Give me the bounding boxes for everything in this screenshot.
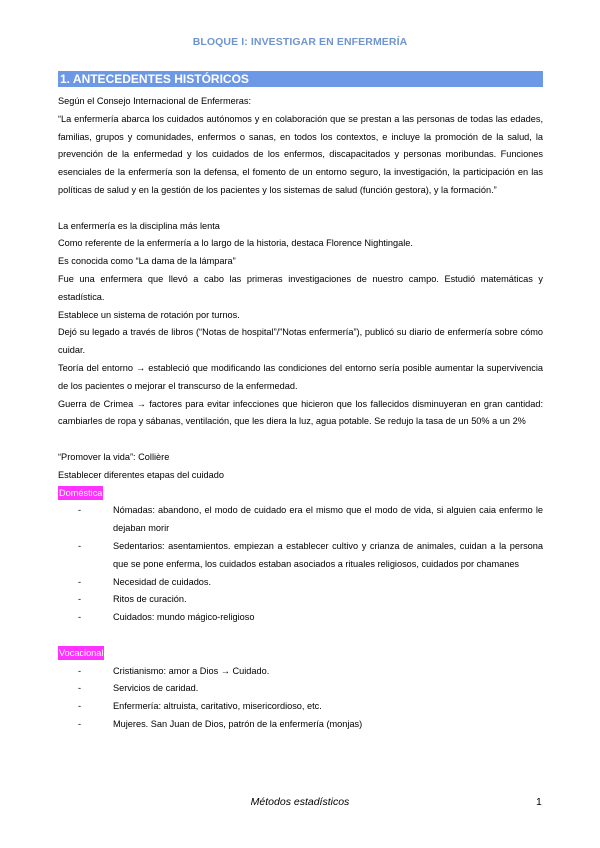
paragraph-line: Fue una enfermera que llevó a cabo las primeras investigaciones de nuestro campo. Estudió matemáticas y estadística. [58,273,543,302]
paragraph-line: Como referente de la enfermería a lo largo de la historia, destaca Florence Nightingale. [58,238,413,249]
list-item: - Sedentarios: asentamientos. empiezan a establecer cultivo y crianza de animales, cuidan a la persona que se pone enferma, los cuidados estaban asociados a rituales religiosos, cuidados por chamanes [58,538,543,574]
list-item: - Necesidad de cuidados. [58,574,543,592]
list-item: - Cuidados: mundo mágico-religioso [58,609,543,627]
list-item: - Cristianismo: amor a Dios → Cuidado. [58,663,543,681]
footer-title: Métodos estadísticos [250,796,350,808]
paragraph-line: La enfermería es la disciplina más lenta [58,220,220,231]
spacer [58,200,543,218]
page-number: 1 [536,796,542,808]
definition-quote: “La enfermería abarca los cuidados autónomos y en colaboración que se prestan a las personas de todas las edades, familias, grupos y comunidades, enfermos o sanas, en todos los contextos, e incluye la promoción de la salud, la prevención de la enfermedad y los cuidados de los enfermos, discapacitados y personas moribundas. Funciones esenciales de la enfermería son la defensa, el fomento de un entorno seguro, la investigación, la participación en las políticas de salud y en la gestión de los pacientes y los sistemas de salud (función gestora), y la formación.” [58,113,543,195]
paragraph-line: Guerra de Crimea → factores para evitar infecciones que hicieron que los fallecidos disminuyeran en gran cantidad: cambiarles de ropa y sábanas, ventilación, que les diera la luz, agua potable. Se redujo la tasa de un 50% a un 2% [58,398,543,427]
block-header: BLOQUE I: INVESTIGAR EN ENFERMERÍA [192,36,408,48]
source-line: Según el Consejo Internacional de Enfermeras: [58,96,252,106]
list-item: - Ritos de curación. [58,591,543,609]
list-item: - Enfermería: altruista, caritativo, misericordioso, etc. [58,698,543,716]
paragraph-line: Es conocida como “La dama de la lámpara” [58,256,236,267]
colliere-title: “Promover la vida”: Collière [58,451,170,462]
colliere-subtitle: Establecer diferentes etapas del cuidado [58,469,224,480]
vocacional-list [58,663,543,734]
paragraph-line: Dejó su legado a través de libros (“Notas de hospital”/”Notas enfermería”), publicó su diario de enfermería sobre cómo cuidar. [58,327,543,356]
list-item: - Mujeres. San Juan de Dios, patrón de la enfermería (monjas) [58,716,543,734]
spacer [58,627,543,645]
domestica-list [58,502,543,627]
body-content [58,93,543,734]
spacer [58,431,543,449]
paragraph-line: Teoría del entorno → estableció que modificando las condiciones del entorno sería posible aumentar la supervivencia de los pacientes o mejorar el transcurso de la enfermedad. [58,362,543,391]
list-item: - Nómadas: abandono, el modo de cuidado era el mismo que el modo de vida, si alguien caia enfermo le dejaban morir [58,502,543,538]
list-item: - Servicios de caridad. [58,680,543,698]
highlight-label-domestica: Doméstica [59,487,103,498]
highlight-label-vocacional: Vocacional [59,647,104,658]
paragraph-line: Establece un sistema de rotación por turnos. [58,309,240,320]
section-heading: 1. ANTECEDENTES HISTÓRICOS [58,71,543,87]
